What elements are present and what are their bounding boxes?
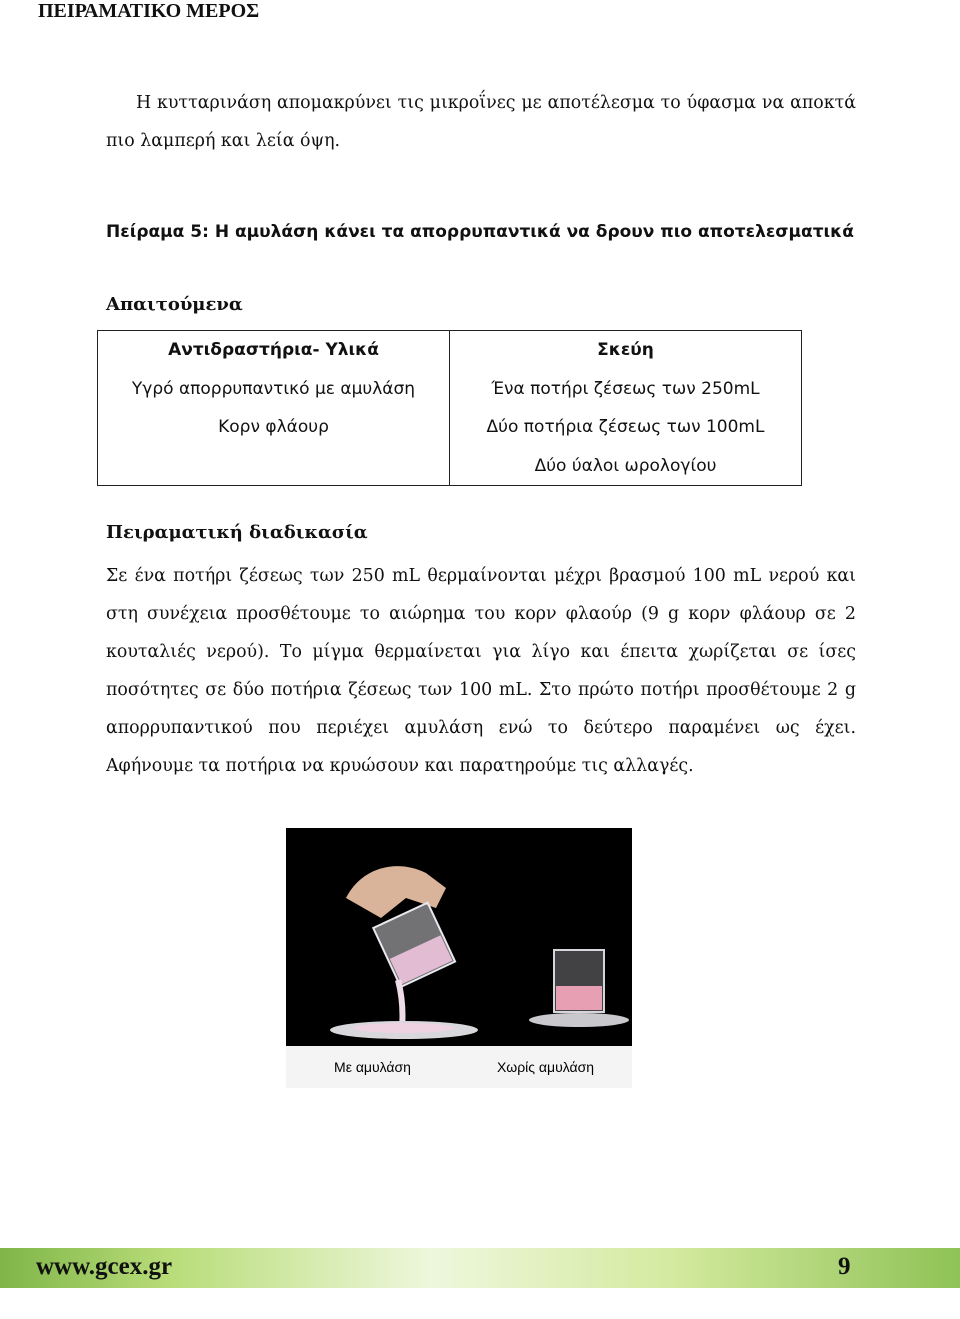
procedure-heading: Πειραματική διαδικασία — [106, 522, 368, 543]
table-cell: Υγρό απορρυπαντικό με αμυλάση — [98, 370, 450, 408]
procedure-paragraph: Σε ένα ποτήρι ζέσεως των 250 mL θερμαίνονται μέχρι βρασμού 100 mL νερού και στη συνέχεια προσθέτουμε το αιώρημα του κορν φλαούρ (9 g κορν φλάουρ σε 2 κουταλιές νερού). Το μίγμα θερμαίνεται για λίγο και έπειτα χωρίζεται σε ίσες ποσότητες σε δύο ποτήρια ζέσεως των 100 mL. Στο πρώτο ποτήρι προσθέτουμε 2 g απορρυπαντικού που περιέχει αμυλάση ενώ το δεύτερο παραμένει ως έχει. Αφήνουμε τα ποτήρια να κρυώσουν και παρατηρούμε τις αλλαγές. — [106, 566, 856, 776]
page-number: 9 — [838, 1253, 851, 1280]
experiment-photo — [286, 828, 632, 1088]
materials-table — [97, 330, 802, 486]
reagents-header: Αντιδραστήρια- Υλικά — [98, 331, 450, 370]
experiment-title: Πείραμα 5: Η αμυλάση κάνει τα απορρυπαντικά να δρουν πιο αποτελεσματικά — [106, 222, 854, 242]
intro-paragraph: Η κυτταρινάση απομακρύνει τις μικροΐνες με αποτέλεσμα το ύφασμα να αποκτά πιο λαμπερή και λεία όψη. — [106, 93, 856, 151]
table-cell: Δύο ποτήρια ζέσεως των 100mL — [450, 408, 802, 446]
watch-glass-right — [529, 1013, 629, 1027]
caption-without-amylase: Χωρίς αμυλάση — [459, 1046, 632, 1088]
requirements-heading: Απαιτούμενα — [106, 294, 243, 315]
section-title: ΠΕΙΡΑΜΑΤΙΚΟ ΜΕΡΟΣ — [38, 0, 260, 22]
table-cell: Δύο ύαλοι ωρολογίου — [450, 446, 802, 485]
table-cell: Κορν φλάουρ — [98, 408, 450, 446]
table-cell: Ένα ποτήρι ζέσεως των 250mL — [450, 370, 802, 408]
table-header-row — [98, 331, 802, 370]
right-beaker — [554, 950, 604, 1012]
beakers-illustration — [286, 828, 632, 1046]
equipment-header: Σκεύη — [450, 331, 802, 370]
caption-with-amylase: Με αμυλάση — [286, 1046, 459, 1088]
table-row — [98, 408, 802, 446]
footer-url: www.gcex.gr — [36, 1253, 173, 1280]
table-cell — [98, 446, 450, 485]
table-row — [98, 370, 802, 408]
table-row — [98, 446, 802, 485]
